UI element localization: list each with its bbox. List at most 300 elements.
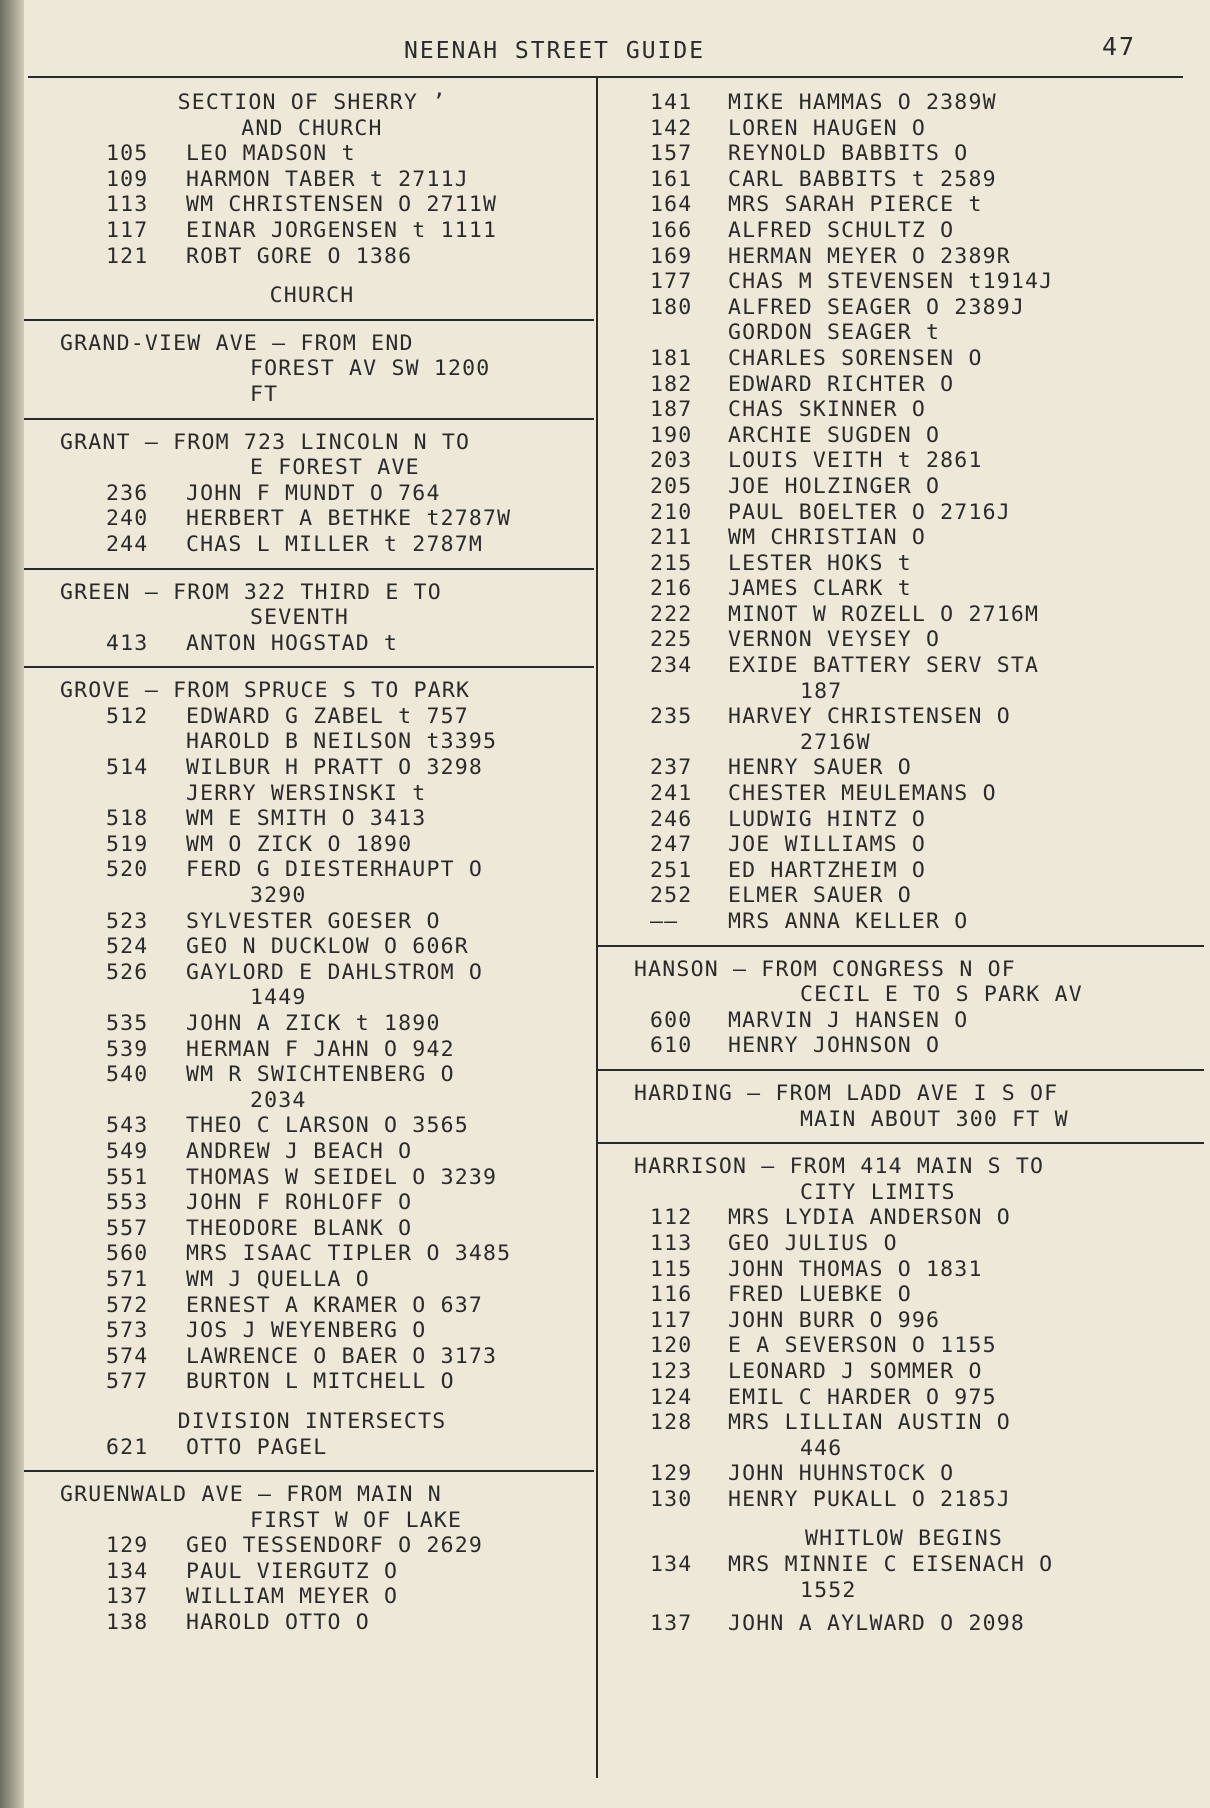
street-section <box>604 90 1204 947</box>
resident-name: CHARLES SORENSEN O <box>728 345 983 371</box>
directory-entry <box>30 1037 594 1063</box>
street-section <box>30 321 594 420</box>
house-number: 134 <box>650 1552 693 1578</box>
directory-entry <box>30 1610 594 1636</box>
resident-name: HAROLD OTTO O <box>186 1610 370 1636</box>
resident-name: JOHN A ZICK t 1890 <box>186 1011 441 1036</box>
directory-entry <box>604 295 1204 321</box>
spacer <box>604 1512 1204 1526</box>
resident-name: HARVEY CHRISTENSEN O <box>728 704 1011 730</box>
directory-entry <box>30 506 594 532</box>
directory-entry <box>604 141 1204 167</box>
resident-name: HERMAN MEYER O 2389R <box>728 243 1011 269</box>
resident-name: EXIDE BATTERY SERV STA <box>728 653 1040 679</box>
directory-entry <box>30 857 594 883</box>
house-number: 161 <box>650 166 693 192</box>
directory-entry <box>604 858 1204 884</box>
resident-name: WM CHRISTIAN O <box>728 525 927 551</box>
directory-entry <box>30 1584 594 1610</box>
resident-name: E A SEVERSON O 1155 <box>728 1333 997 1359</box>
house-number: 187 <box>650 397 693 423</box>
resident-name: PAUL VIERGUTZ O <box>186 1558 399 1584</box>
section-note: AND CHURCH <box>241 115 383 141</box>
resident-name: ROBT GORE O 1386 <box>186 243 413 269</box>
directory-entry <box>604 1033 1204 1059</box>
resident-name: LUDWIG HINTZ O <box>728 806 927 832</box>
resident-name: JOHN HUHNSTOCK O <box>728 1461 955 1487</box>
directory-entry <box>604 346 1204 372</box>
house-number: 222 <box>650 601 693 627</box>
house-number: 123 <box>650 1358 693 1384</box>
directory-entry <box>604 500 1204 526</box>
house-number: 124 <box>650 1384 693 1410</box>
entry-continuation: MAIN ABOUT 300 FT W <box>800 1106 1069 1132</box>
resident-name: THEO C LARSON O 3565 <box>186 1113 469 1139</box>
spacer <box>604 1603 1204 1611</box>
directory-entry <box>30 167 594 193</box>
directory-entry <box>30 1344 594 1370</box>
directory-entry <box>30 244 594 270</box>
resident-name: LAWRENCE O BAER O 3173 <box>186 1343 498 1369</box>
resident-name: ED HARTZHEIM O <box>728 857 927 883</box>
directory-entry <box>30 729 594 755</box>
page-title: NEENAH STREET GUIDE <box>404 38 706 64</box>
book-binding-edge <box>0 0 24 1808</box>
directory-entry <box>604 1205 1204 1231</box>
resident-name: PAUL BOELTER O 2716J <box>728 499 1011 525</box>
resident-name: JOHN F MUNDT O 764 <box>186 480 441 506</box>
section-note: CHURCH <box>269 283 355 309</box>
resident-name: LOUIS VEITH t 2861 <box>728 448 983 474</box>
directory-entry <box>604 397 1204 423</box>
resident-name: MRS LILLIAN AUSTIN O <box>728 1410 1011 1436</box>
resident-name: LESTER HOKS t <box>728 550 912 576</box>
resident-name: GEO JULIUS O <box>728 1230 898 1256</box>
house-number: 120 <box>650 1333 693 1359</box>
house-number: 129 <box>650 1461 693 1487</box>
spacer <box>30 269 594 283</box>
house-number: 549 <box>106 1138 149 1164</box>
street-section <box>604 1071 1204 1144</box>
directory-entry <box>30 141 594 167</box>
resident-name: WILLIAM MEYER O <box>186 1584 399 1610</box>
resident-name: MRS LYDIA ANDERSON O <box>728 1205 1011 1231</box>
section-note: DIVISION INTERSECTS <box>177 1408 447 1434</box>
house-number: 526 <box>106 959 149 985</box>
resident-name: GAYLORD E DAHLSTROM O <box>186 959 484 985</box>
street-heading: GRUENWALD AVE — FROM MAIN N <box>60 1482 442 1508</box>
directory-entry <box>604 909 1204 935</box>
house-number: 519 <box>106 831 149 857</box>
directory-entry <box>604 1008 1204 1034</box>
directory-entry <box>604 602 1204 628</box>
resident-name: MRS ISAAC TIPLER O 3485 <box>186 1241 512 1267</box>
directory-entry <box>30 960 594 986</box>
resident-name: JOE HOLZINGER O <box>728 473 941 499</box>
house-number: 246 <box>650 806 693 832</box>
resident-name: ALFRED SCHULTZ O <box>728 217 955 243</box>
left-column <box>30 90 594 1636</box>
directory-entry <box>30 781 594 807</box>
entry-continuation: FT <box>250 381 279 407</box>
directory-entry <box>30 1533 594 1559</box>
house-number: 137 <box>650 1611 693 1637</box>
resident-name: WM E SMITH O 3413 <box>186 806 427 832</box>
house-number: 203 <box>650 448 693 474</box>
entry-continuation: SEVENTH <box>250 605 350 631</box>
house-number: 164 <box>650 192 693 218</box>
resident-name: LEONARD J SOMMER O <box>728 1358 983 1384</box>
directory-entry <box>604 781 1204 807</box>
house-number: 512 <box>106 703 149 729</box>
entry-continuation: 446 <box>800 1435 843 1461</box>
resident-name: HERMAN F JAHN O 942 <box>186 1036 455 1062</box>
directory-entry <box>604 1257 1204 1283</box>
house-number: 240 <box>106 506 149 532</box>
house-number: 113 <box>106 192 149 218</box>
right-column <box>604 90 1204 1637</box>
house-number: 247 <box>650 832 693 858</box>
resident-name: EINAR JORGENSEN t 1111 <box>186 217 498 243</box>
directory-entry <box>604 1282 1204 1308</box>
house-number: 572 <box>106 1292 149 1318</box>
directory-entry <box>30 1165 594 1191</box>
house-number: 543 <box>106 1113 149 1139</box>
resident-name: CHAS M STEVENSEN t1914J <box>728 269 1054 295</box>
house-number: 128 <box>650 1410 693 1436</box>
house-number: 141 <box>650 90 693 115</box>
directory-entry <box>30 1216 594 1242</box>
directory-entry <box>604 1385 1204 1411</box>
directory-entry <box>30 1139 594 1165</box>
house-number: 236 <box>106 480 149 506</box>
directory-entry <box>30 1062 594 1088</box>
resident-name: LOREN HAUGEN O <box>728 115 927 141</box>
directory-entry <box>30 532 594 558</box>
house-number: 121 <box>106 243 149 269</box>
resident-name: CARL BABBITS t 2589 <box>728 166 997 192</box>
house-number: 137 <box>106 1584 149 1610</box>
entry-continuation: CECIL E TO S PARK AV <box>800 982 1083 1008</box>
resident-name: CHAS SKINNER O <box>728 397 927 423</box>
entry-continuation: FIRST W OF LAKE <box>250 1507 463 1533</box>
house-number: 621 <box>106 1434 149 1460</box>
resident-name: HENRY PUKALL O 2185J <box>728 1486 1011 1512</box>
resident-name: MARVIN J HANSEN O <box>728 1007 969 1033</box>
entry-continuation: CITY LIMITS <box>800 1179 956 1205</box>
resident-name: GEO N DUCKLOW O 606R <box>186 934 469 960</box>
directory-entry <box>30 1241 594 1267</box>
house-number: 113 <box>650 1230 693 1256</box>
spacer <box>30 1395 594 1409</box>
resident-name: VERNON VEYSEY O <box>728 627 941 653</box>
directory-entry <box>30 631 594 657</box>
resident-name: BURTON L MITCHELL O <box>186 1369 455 1395</box>
directory-entry <box>30 1369 594 1395</box>
directory-entry <box>604 1487 1204 1513</box>
resident-name: WM R SWICHTENBERG O <box>186 1062 455 1088</box>
resident-name: LEO MADSON t <box>186 141 356 167</box>
house-number: 241 <box>650 781 693 807</box>
house-number: 540 <box>106 1062 149 1088</box>
directory-entry <box>604 883 1204 909</box>
directory-entry <box>604 551 1204 577</box>
directory-entry <box>604 807 1204 833</box>
street-heading: GRAND-VIEW AVE — FROM END <box>60 330 414 356</box>
resident-name: ANTON HOGSTAD t <box>186 630 399 656</box>
house-number: 181 <box>650 345 693 371</box>
resident-name: JOHN A AYLWARD O 2098 <box>728 1611 1026 1637</box>
page-header <box>24 32 1210 78</box>
directory-entry <box>604 1231 1204 1257</box>
directory-entry <box>604 1552 1204 1578</box>
house-number: 413 <box>106 630 149 656</box>
resident-name: HERBERT A BETHKE t2787W <box>186 506 512 532</box>
resident-name: HAROLD B NEILSON t3395 <box>186 729 498 755</box>
house-number: 166 <box>650 217 693 243</box>
house-number: 577 <box>106 1369 149 1395</box>
house-number: 117 <box>650 1307 693 1333</box>
directory-entry <box>30 806 594 832</box>
directory-entry <box>30 704 594 730</box>
resident-name: EMIL C HARDER O 975 <box>728 1384 997 1410</box>
resident-name: ELMER SAUER O <box>728 883 912 909</box>
resident-name: ANDREW J BEACH O <box>186 1138 413 1164</box>
directory-entry <box>30 755 594 781</box>
house-number: 600 <box>650 1007 693 1033</box>
directory-entry <box>604 1461 1204 1487</box>
house-number: 610 <box>650 1033 693 1059</box>
house-number: 539 <box>106 1036 149 1062</box>
house-number: 129 <box>106 1533 149 1559</box>
house-number: 112 <box>650 1205 693 1231</box>
house-number: —— <box>650 909 679 934</box>
resident-name: HENRY JOHNSON O <box>728 1033 941 1059</box>
house-number: 142 <box>650 115 693 141</box>
section-note: SECTION OF SHERRY ’ <box>177 90 447 115</box>
house-number: 553 <box>106 1190 149 1216</box>
directory-entry <box>604 832 1204 858</box>
directory-entry <box>30 192 594 218</box>
resident-name: ERNEST A KRAMER O 637 <box>186 1292 484 1318</box>
street-heading: HARDING — FROM LADD AVE I S OF <box>634 1080 1059 1106</box>
entry-continuation: 1449 <box>250 985 307 1011</box>
directory-entry <box>604 1308 1204 1334</box>
resident-name: HARMON TABER t 2711J <box>186 166 469 192</box>
column-divider <box>596 78 598 1778</box>
directory-entry <box>604 90 1204 116</box>
house-number: 134 <box>106 1558 149 1584</box>
resident-name: JOHN THOMAS O 1831 <box>728 1256 983 1282</box>
directory-entry <box>30 1011 594 1037</box>
resident-name: WILBUR H PRATT O 3298 <box>186 755 484 781</box>
header-rule <box>28 76 1183 78</box>
resident-name: MRS ANNA KELLER O <box>728 909 969 934</box>
house-number: 177 <box>650 269 693 295</box>
directory-entry <box>30 1267 594 1293</box>
directory-entry <box>604 525 1204 551</box>
house-number: 251 <box>650 857 693 883</box>
resident-name: JOE WILLIAMS O <box>728 832 927 858</box>
resident-name: CHESTER MEULEMANS O <box>728 781 997 807</box>
directory-entry <box>30 1318 594 1344</box>
directory-entry <box>30 218 594 244</box>
house-number: 225 <box>650 627 693 653</box>
house-number: 116 <box>650 1282 693 1308</box>
resident-name: JOS J WEYENBERG O <box>186 1318 427 1344</box>
directory-entry <box>30 481 594 507</box>
resident-name: GORDON SEAGER t <box>728 320 941 346</box>
house-number: 524 <box>106 934 149 960</box>
directory-entry <box>30 909 594 935</box>
directory-entry <box>604 423 1204 449</box>
house-number: 157 <box>650 141 693 167</box>
directory-page <box>24 0 1210 1808</box>
street-section <box>30 668 594 1472</box>
house-number: 210 <box>650 499 693 525</box>
house-number: 115 <box>650 1256 693 1282</box>
house-number: 571 <box>106 1266 149 1292</box>
resident-name: GEO TESSENDORF O 2629 <box>186 1533 484 1559</box>
directory-entry <box>604 218 1204 244</box>
house-number: 551 <box>106 1164 149 1190</box>
resident-name: ARCHIE SUGDEN O <box>728 422 941 448</box>
directory-entry <box>604 269 1204 295</box>
directory-entry <box>604 1359 1204 1385</box>
house-number: 518 <box>106 806 149 832</box>
directory-entry <box>604 320 1204 346</box>
street-section <box>30 570 594 669</box>
house-number: 205 <box>650 473 693 499</box>
directory-entry <box>604 653 1204 679</box>
house-number: 523 <box>106 908 149 934</box>
house-number: 190 <box>650 422 693 448</box>
directory-entry <box>30 1435 594 1461</box>
resident-name: WM CHRISTENSEN O 2711W <box>186 192 498 218</box>
directory-entry <box>604 448 1204 474</box>
house-number: 557 <box>106 1215 149 1241</box>
resident-name: FERD G DIESTERHAUPT O <box>186 857 484 883</box>
resident-name: JERRY WERSINSKI t <box>186 780 427 806</box>
entry-continuation: FOREST AV SW 1200 <box>250 356 491 382</box>
resident-name: MIKE HAMMAS O 2389W <box>728 90 997 115</box>
resident-name: EDWARD G ZABEL t 757 <box>186 703 469 729</box>
directory-entry <box>604 116 1204 142</box>
house-number: 109 <box>106 166 149 192</box>
directory-entry <box>604 244 1204 270</box>
house-number: 169 <box>650 243 693 269</box>
directory-entry <box>604 474 1204 500</box>
resident-name: JOHN BURR O 996 <box>728 1307 941 1333</box>
house-number: 105 <box>106 141 149 167</box>
resident-name: MINOT W ROZELL O 2716M <box>728 601 1040 627</box>
street-section <box>30 90 594 321</box>
directory-entry <box>604 1410 1204 1436</box>
house-number: 560 <box>106 1241 149 1267</box>
directory-entry <box>30 832 594 858</box>
resident-name: THOMAS W SEIDEL O 3239 <box>186 1164 498 1190</box>
directory-entry <box>604 372 1204 398</box>
directory-entry <box>604 1333 1204 1359</box>
street-heading: GREEN — FROM 322 THIRD E TO <box>60 579 442 605</box>
house-number: 574 <box>106 1343 149 1369</box>
street-heading: GRANT — FROM 723 LINCOLN N TO <box>60 429 471 455</box>
resident-name: FRED LUEBKE O <box>728 1282 912 1308</box>
resident-name: EDWARD RICHTER O <box>728 371 955 397</box>
house-number: 180 <box>650 294 693 320</box>
resident-name: MRS SARAH PIERCE t <box>728 192 983 218</box>
directory-entry <box>30 1559 594 1585</box>
entry-continuation: 1552 <box>800 1577 857 1603</box>
directory-entry <box>604 704 1204 730</box>
street-section <box>30 1472 594 1636</box>
entry-continuation: 2034 <box>250 1087 307 1113</box>
directory-entry <box>604 755 1204 781</box>
resident-name: MRS MINNIE C EISENACH O <box>728 1552 1054 1578</box>
house-number: 235 <box>650 704 693 730</box>
directory-entry <box>604 576 1204 602</box>
street-section <box>30 420 594 570</box>
resident-name: WM O ZICK O 1890 <box>186 831 413 857</box>
resident-name: WM J QUELLA O <box>186 1266 370 1292</box>
directory-entry <box>30 1293 594 1319</box>
resident-name: REYNOLD BABBITS O <box>728 141 969 167</box>
street-section <box>604 1144 1204 1637</box>
street-heading: HARRISON — FROM 414 MAIN S TO <box>634 1154 1045 1180</box>
resident-name: CHAS L MILLER t 2787M <box>186 531 484 557</box>
resident-name: OTTO PAGEL <box>186 1434 328 1460</box>
house-number: 520 <box>106 857 149 883</box>
street-section <box>604 947 1204 1071</box>
entry-continuation: 2716W <box>800 729 871 755</box>
house-number: 215 <box>650 550 693 576</box>
house-number: 252 <box>650 883 693 909</box>
house-number: 244 <box>106 531 149 557</box>
entry-continuation: 3290 <box>250 883 307 909</box>
house-number: 234 <box>650 653 693 679</box>
house-number: 138 <box>106 1610 149 1636</box>
house-number: 182 <box>650 371 693 397</box>
street-heading: HANSON — FROM CONGRESS N OF <box>634 956 1016 982</box>
resident-name: THEODORE BLANK O <box>186 1215 413 1241</box>
directory-entry <box>604 1611 1204 1637</box>
resident-name: SYLVESTER GOESER O <box>186 908 441 934</box>
directory-entry <box>604 627 1204 653</box>
entry-continuation: E FOREST AVE <box>250 455 420 481</box>
house-number: 237 <box>650 755 693 781</box>
directory-entry <box>30 934 594 960</box>
directory-entry <box>604 192 1204 218</box>
directory-entry <box>604 167 1204 193</box>
directory-entry <box>30 1190 594 1216</box>
house-number: 573 <box>106 1318 149 1344</box>
house-number: 130 <box>650 1486 693 1512</box>
entry-continuation: 187 <box>800 678 843 704</box>
house-number: 514 <box>106 755 149 781</box>
house-number: 117 <box>106 217 149 243</box>
section-note: WHITLOW BEGINS <box>804 1526 1004 1552</box>
house-number: 216 <box>650 576 693 602</box>
resident-name: JAMES CLARK t <box>728 576 912 602</box>
street-heading: GROVE — FROM SPRUCE S TO PARK <box>60 678 471 704</box>
resident-name: HENRY SAUER O <box>728 755 912 781</box>
resident-name: JOHN F ROHLOFF O <box>186 1190 413 1216</box>
resident-name: ALFRED SEAGER O 2389J <box>728 294 1026 320</box>
directory-entry <box>30 1113 594 1139</box>
house-number: 535 <box>106 1011 149 1036</box>
page-number: 47 <box>1102 32 1137 61</box>
house-number: 211 <box>650 525 693 551</box>
